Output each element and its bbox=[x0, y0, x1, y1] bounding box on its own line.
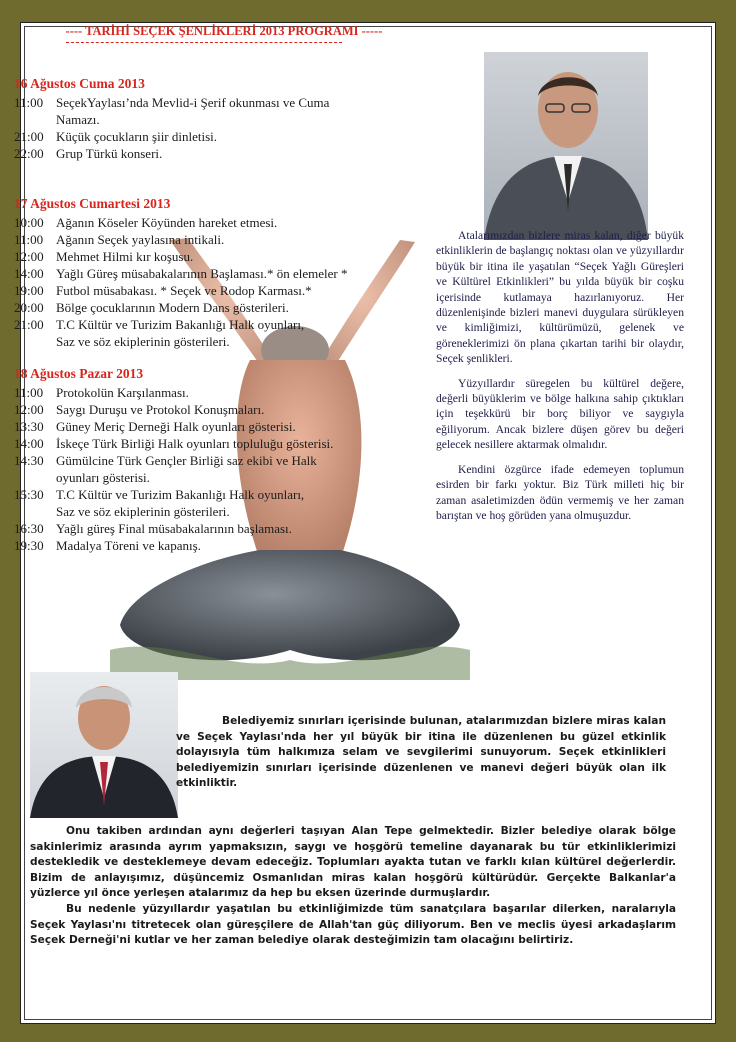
schedule-row bbox=[14, 520, 434, 537]
bottom-paragraph: Belediyemiz sınırları içerisinde bulunan, atalarımızdan bizlere miras kalan ve Seçek Yaylası'nda her yıl büyük bir itina ile düzenlenen bu güzel etkinlik dolayısıyla tüm halkımıza selam ve sevgilerimi sunuyorum. Seçek etkinlikleri belediyemizin sınırları içerisinde düzenlenen ve manevi değeri büyük olan ilk etkinliktir. bbox=[176, 715, 666, 790]
schedule-row bbox=[14, 452, 434, 486]
title-underline bbox=[66, 42, 342, 43]
activity: Madalya Töreni ve kapanış. bbox=[56, 538, 201, 553]
day-title: 18 Ağustos Pazar 2013 bbox=[14, 366, 144, 381]
mayor-portrait-top bbox=[484, 52, 648, 240]
time: 12:00 bbox=[14, 402, 44, 417]
schedule-row bbox=[14, 486, 434, 520]
activity: Ağanın Seçek yaylasına intikali. bbox=[56, 232, 225, 247]
time: 19:00 bbox=[14, 283, 44, 298]
time: 10:00 bbox=[14, 215, 44, 230]
mayor-portrait-bottom bbox=[30, 672, 178, 818]
program-title: ---- TARİHİ SEÇEK ŞENLİKLERİ 2013 PROGRAMI ----- bbox=[65, 24, 383, 38]
day-title: 16 Ağustos Cuma 2013 bbox=[14, 76, 145, 91]
activity: SeçekYaylası’nda Mevlid-i Şerif okunması ve Cuma Namazı. bbox=[56, 95, 330, 127]
day-title: 17 Ağustos Cumartesi 2013 bbox=[14, 196, 171, 211]
schedule-row bbox=[14, 401, 434, 418]
schedule-row bbox=[14, 145, 434, 162]
schedule-row bbox=[14, 384, 434, 401]
message-paragraph: Yüzyıllardır süregelen bu kültürel değere, değerli büyüklerim ve bölge halkına sahip çıktıkları için teşekkürü bir borç biliyor ve saygıyla eğiliyorum. Ancak bizlere düşen görev bu değeri gelecek nesillere aktarmak olmalıdır. bbox=[436, 376, 684, 452]
activity: Protokolün Karşılanması. bbox=[56, 385, 189, 400]
time: 15:30 bbox=[14, 487, 44, 502]
day-3-block bbox=[14, 366, 434, 554]
activity: Bölge çocuklarının Modern Dans gösterileri. bbox=[56, 300, 289, 315]
schedule-row bbox=[14, 128, 434, 145]
activity: Küçük çocukların şiir dinletisi. bbox=[56, 129, 218, 144]
activity: Gümülcine Türk Gençler Birliği saz ekibi ve Halk oyunları gösterisi. bbox=[56, 453, 317, 485]
activity: Yağlı Güreş müsabakalarının Başlaması.* ön elemeler * bbox=[56, 266, 348, 281]
time: 11:00 bbox=[14, 232, 44, 247]
time: 19:30 bbox=[14, 538, 44, 553]
schedule-row bbox=[14, 214, 434, 231]
day-2-block bbox=[14, 196, 434, 350]
schedule-row bbox=[14, 282, 434, 299]
activity: Mehmet Hilmi kır koşusu. bbox=[56, 249, 194, 264]
schedule-row bbox=[14, 299, 434, 316]
activity: T.C Kültür ve Turizim Bakanlığı Halk oyunları, Saz ve söz ekiplerinin gösterileri. bbox=[56, 487, 305, 519]
activity: Futbol müsabakası. * Seçek ve Rodop Karması.* bbox=[56, 283, 312, 298]
schedule-row bbox=[14, 537, 434, 554]
time: 21:00 bbox=[14, 129, 44, 144]
bottom-intro-text bbox=[176, 714, 666, 792]
time: 13:30 bbox=[14, 419, 44, 434]
bottom-main-text bbox=[30, 824, 676, 949]
activity: T.C Kültür ve Turizim Bakanlığı Halk oyunları, Saz ve söz ekiplerinin gösterileri. bbox=[56, 317, 305, 349]
schedule-row bbox=[14, 265, 434, 282]
time: 20:00 bbox=[14, 300, 44, 315]
activity: Güney Meriç Derneği Halk oyunları gösterisi. bbox=[56, 419, 296, 434]
time: 14:30 bbox=[14, 453, 44, 468]
bottom-paragraph: Onu takiben ardından aynı değerleri taşıyan Alan Tepe gelmektedir. Bizler belediye olarak bölge sakinlerimiz arasında ayrım yapmaksızın, saygı ve hoşgörü temeline dayanarak bu tür etkinliklerimizi destekledik ve desteklemeye devam edeceğiz. Toplumları ayakta tutan ve farklı kılan kültürel değerlerdir. Bizim de anlayışımız, düşüncemiz Osmanlıdan miras kalan hoşgörü kültürüdür. Gerçekte Balkanlar'a yüzlerce yıl önce yerleşen atalarımız da hep bu eksen üzerinde durmuşlardır. bbox=[30, 825, 676, 900]
schedule-row bbox=[14, 316, 434, 350]
time: 21:00 bbox=[14, 317, 44, 332]
message-paragraph: Atalarımızdan bizlere miras kalan, diğer büyük etkinliklerin de başlangıç noktası olan ve yüzyıllardır büyük bir itina ile yaşatılan “Seçek Yağlı Güreşleri ve Kültürel Etkinlikleri” bu yılda büyük bir coşku içerisinde kutlamaya hazırlanıyoruz. Her düzenlenişinde bizleri manevi duygulara sürükleyen ve kimliğimizi, kültürümüzü, gelenek ve göreneklerimizi ön plana çıkartan tarihi bir olaydır, Seçek şenlikleri. bbox=[436, 229, 684, 366]
activity: Yağlı güreş Final müsabakalarının başlaması. bbox=[56, 521, 292, 536]
schedule-row bbox=[14, 435, 434, 452]
time: 14:00 bbox=[14, 436, 44, 451]
time: 16:30 bbox=[14, 521, 44, 536]
time: 11:00 bbox=[14, 95, 44, 110]
message-paragraph: Kendini özgürce ifade edemeyen toplumun esirden bir farkı yoktur. Biz Türk milleti hiç bir zaman asaletimizden ödün vermemiş ve her zaman barıştan ve hoş görüden yana olmuşuzdur. bbox=[436, 462, 684, 522]
activity: Grup Türkü konseri. bbox=[56, 146, 163, 161]
message-column bbox=[436, 228, 684, 532]
activity: Saygı Duruşu ve Protokol Konuşmaları. bbox=[56, 402, 265, 417]
schedule-row bbox=[14, 248, 434, 265]
time: 11:00 bbox=[14, 385, 44, 400]
day-1-block bbox=[14, 76, 434, 162]
bottom-paragraph: Bu nedenle yüzyıllardır yaşatılan bu etkinliğimizde tüm sanatçılara başarılar dilerken, naralarıyla Seçek Yaylası'nı titretecek olan güreşçilere de Allah'tan güç diliyorum. Ben ve meclis üyesi arkadaşlarım Seçek Derneği'ni kutlar ve her zaman belediye olarak desteğimizin tam olacağını belirtiriz. bbox=[30, 902, 676, 947]
time: 12:00 bbox=[14, 249, 44, 264]
schedule-row bbox=[14, 418, 434, 435]
schedule-row bbox=[14, 94, 434, 128]
time: 22:00 bbox=[14, 146, 44, 161]
activity: İskeçe Türk Birliği Halk oyunları topluluğu gösterisi. bbox=[56, 436, 334, 451]
schedule-row bbox=[14, 231, 434, 248]
activity: Ağanın Köseler Köyünden hareket etmesi. bbox=[56, 215, 278, 230]
time: 14:00 bbox=[14, 266, 44, 281]
